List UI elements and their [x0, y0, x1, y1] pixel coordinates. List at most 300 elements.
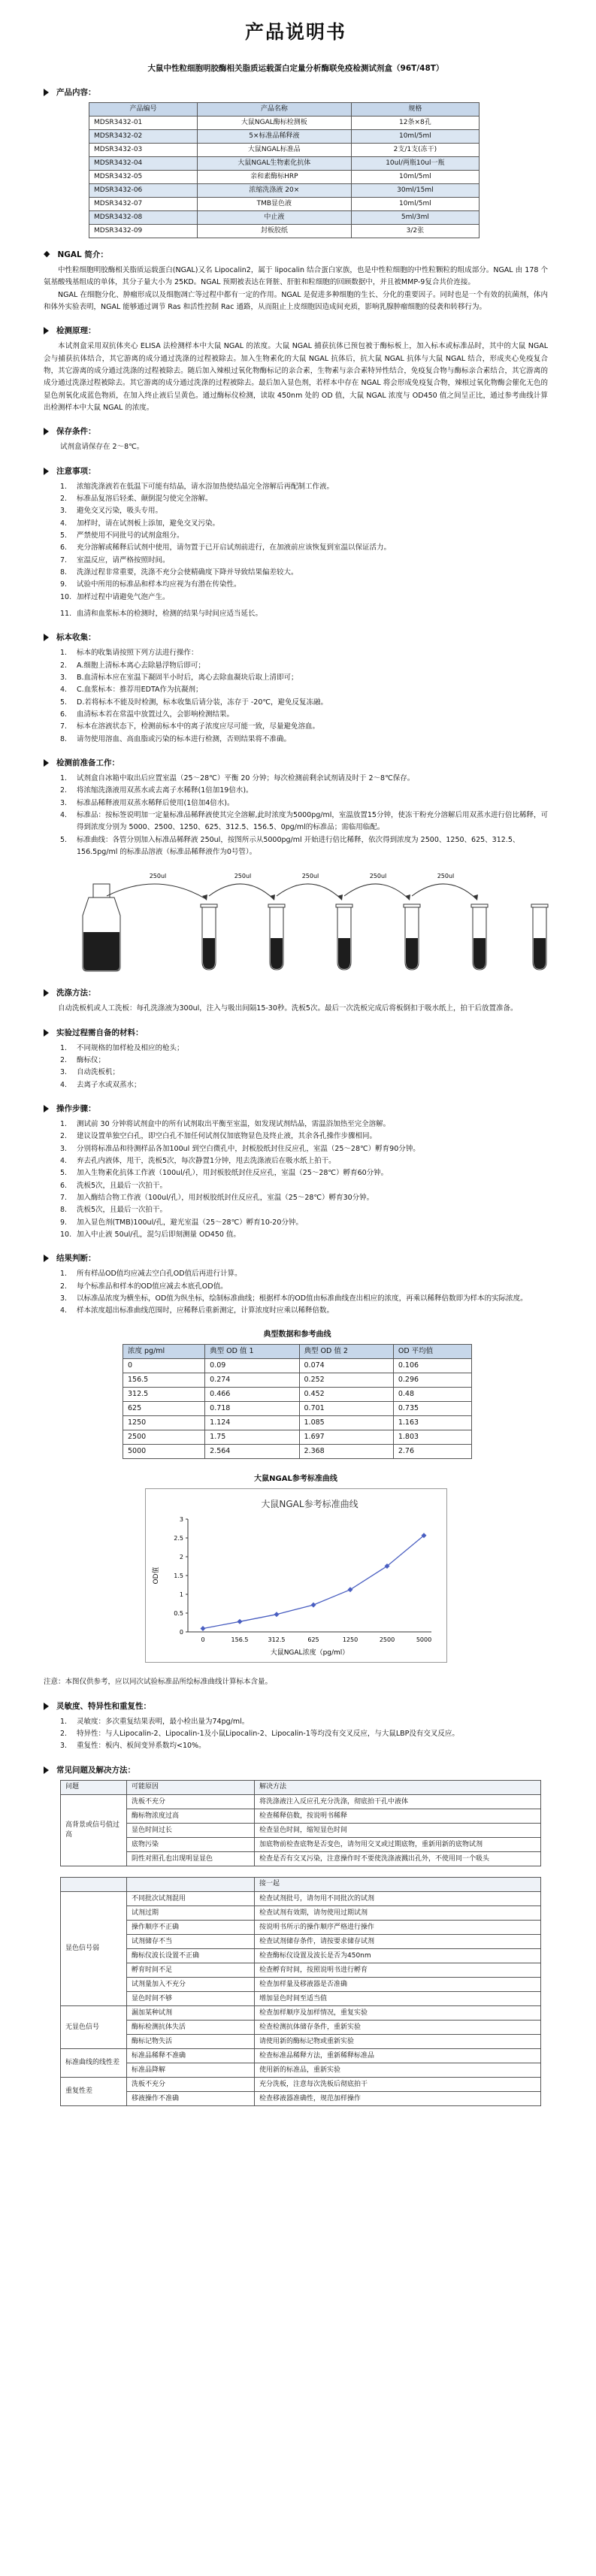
table-row: [89, 184, 480, 198]
x-tick-label: 1250: [342, 1636, 358, 1644]
table-cell: MDSR3432-02: [89, 130, 198, 144]
table-row: [61, 1977, 541, 1991]
table-cell: 孵育时间不足: [127, 1963, 255, 1977]
table-cell: 检查显色时间，缩短显色时间: [255, 1823, 541, 1837]
intro-paragraph-2: NGAL 在细胞分化、肿瘤形成以及细胞凋亡等过程中都有一定的作用。NGAL 是促进多种细胞的生长、分化的重要因子。同时也是一个有效的抗菌剂，体内和体外实验表明，NGAL 能够通过调节 Ras 和活性控制 Rac 通路，从而阻止上皮细胞因造成间充质，影响乳腺肿瘤细胞的侵袭和转移行为。: [44, 290, 548, 311]
table-cell: 625: [123, 1401, 205, 1415]
list-number: 8.: [60, 734, 68, 743]
list-item: [60, 834, 548, 859]
table-row: [123, 1387, 472, 1401]
list-number: 3.: [60, 1068, 68, 1077]
table-cell: MDSR3432-01: [89, 117, 198, 130]
list-number: 3.: [60, 798, 68, 807]
list-number: 7.: [60, 722, 68, 731]
tube-rim: [201, 904, 217, 907]
list-text: 分别将标准品和待测样品各加100ul 到空白微孔中，封板胶纸封住反应孔，室温（25～28℃）孵育90分钟。: [77, 1144, 420, 1153]
list-text: 加入显色剂(TMB)100ul/孔，避光室温（25～28℃）孵育10-20分钟。: [77, 1218, 303, 1227]
list-number: 4.: [60, 811, 68, 820]
list-text: C.血浆标本：推荐用EDTA作为抗凝剂；: [77, 686, 203, 695]
table-cell: 标准品降解: [127, 2063, 255, 2077]
table-cell: 5×标准品稀释液: [197, 130, 351, 144]
list-item: [60, 555, 548, 567]
list-text: 将浓缩洗涤液用双蒸水或去离子水稀释(1倍加19倍水)。: [77, 786, 253, 795]
table-cell: MDSR3432-09: [89, 225, 198, 238]
notes-heading: 注意事项：: [44, 465, 548, 478]
list-item: [60, 1131, 548, 1143]
list-number: 2.: [60, 786, 68, 795]
tube-liquid: [338, 938, 350, 969]
list-item: [60, 481, 548, 493]
table-row: [61, 1823, 541, 1837]
data-point: [310, 1603, 316, 1608]
table-cell: 洗板不充分: [127, 1794, 255, 1809]
table-row: [123, 1373, 472, 1387]
table-cell: MDSR3432-08: [89, 211, 198, 225]
list-item: [60, 1268, 548, 1280]
list-item: [60, 721, 548, 733]
table-row: [89, 225, 480, 238]
stock-bottle: [83, 884, 120, 971]
list-number: 3.: [60, 674, 68, 683]
table-row: [61, 2005, 541, 2020]
list-item: [60, 1305, 548, 1317]
table-cell: 5000: [123, 1444, 205, 1458]
sensitivity-list: [44, 1716, 548, 1753]
list-number: 4.: [60, 519, 68, 528]
table-row: [123, 1415, 472, 1430]
table-cell: 加底物前检查底物是否变色，请勿用交叉或过期底物，重新用新的底物试剂: [255, 1837, 541, 1851]
list-item: [60, 773, 548, 785]
list-number: 2.: [60, 661, 68, 670]
table-cell: 酶标记物失活: [127, 2034, 255, 2048]
list-text: 请勿使用溶血、高血脂或污染的标本进行检测，否则结果将不准确。: [77, 734, 292, 743]
troubleshoot-table-2: [60, 1877, 541, 2106]
x-tick-label: 156.5: [231, 1636, 248, 1644]
sensitivity-heading: 灵敏度、特异性和重复性：: [44, 1700, 548, 1713]
list-item: [60, 1217, 548, 1229]
series-line: [203, 1536, 424, 1629]
table-header: 产品编号: [89, 103, 198, 117]
y-tick-label: 1.5: [173, 1573, 183, 1580]
x-tick-label: 625: [307, 1636, 319, 1644]
table-cell: 大鼠NGAL酶标检测板: [197, 117, 351, 130]
table-cell: 2500: [123, 1430, 205, 1444]
list-number: 1.: [60, 1120, 68, 1129]
standard-table-caption: 典型数据和参考曲线: [263, 1330, 331, 1339]
contents-heading: 产品内容：: [44, 86, 548, 99]
chart-note: 注意：本图仅供参考，应以同次试验标准品所绘标准曲线计算标本含量。: [44, 1678, 273, 1687]
transfer-volume-label: 250ul: [301, 873, 319, 880]
table-cell: 12条×8孔: [351, 117, 479, 130]
list-text: 严禁使用不同批号的试剂盒组分。: [77, 531, 184, 540]
notes-list: [44, 481, 548, 604]
table-cell: 移液操作不准确: [127, 2091, 255, 2105]
list-text: 标准品稀释液用双蒸水稀释后使用(1倍加4倍水)。: [77, 798, 234, 807]
list-item: [60, 1293, 548, 1305]
list-number: 2.: [60, 1132, 68, 1141]
list-number: 1.: [60, 649, 68, 658]
list-number: 1.: [60, 1270, 68, 1279]
problem-cell: 显色信号弱: [61, 1891, 127, 2005]
data-point: [200, 1626, 205, 1631]
list-number: 4.: [60, 686, 68, 695]
list-item: [60, 697, 548, 709]
table-cell: 中止液: [197, 211, 351, 225]
table-cell: 0.48: [393, 1387, 471, 1401]
samples-heading: 标本收集：: [44, 631, 548, 644]
table-cell: TMB显色液: [197, 198, 351, 211]
tube-liquid: [271, 938, 283, 969]
table-cell: 不同批次试剂混用: [127, 1891, 255, 1906]
list-item: [60, 542, 548, 554]
table-row: [61, 2020, 541, 2034]
list-text: 每个标准品和样本的OD值应减去本底孔OD值。: [77, 1282, 228, 1291]
list-text: 特异性：与人Lipocalin-2、Lipocalin-1及小鼠Lipocalin-2、Lipocalin-1等均没有交叉反应，与大鼠LBP没有交叉反应。: [77, 1729, 459, 1738]
table-cell: 操作顺序不正确: [127, 1920, 255, 1934]
table-cell: 酶标物浓度过高: [127, 1809, 255, 1823]
table-row: [89, 171, 480, 184]
table-row: [61, 1991, 541, 2005]
list-item: [60, 684, 548, 696]
list-text: 洗板5次，且最后一次拍干。: [77, 1206, 168, 1215]
list-item: [60, 1167, 548, 1179]
tube-rim: [531, 904, 548, 907]
table-cell: 增加显色时间至适当值: [255, 1991, 541, 2005]
table-row: [61, 2077, 541, 2091]
reagents-list: [44, 1043, 548, 1091]
wash-heading: 洗涤方法：: [44, 986, 548, 1000]
chart-title: 大鼠NGAL参考标准曲线: [254, 1474, 337, 1483]
list-item: [60, 1728, 548, 1740]
troubleshoot-table-2-header: 接一起: [255, 1877, 541, 1891]
list-number: 4.: [60, 1157, 68, 1166]
table-row: [89, 117, 480, 130]
table-row: [61, 2063, 541, 2077]
table-row: [61, 2091, 541, 2105]
reagents-heading: 实验过程需自备的材料：: [44, 1026, 548, 1040]
list-item: [60, 1192, 548, 1204]
list-number: 3.: [60, 1294, 68, 1303]
list-number: 1.: [60, 1717, 68, 1726]
list-text: 重复性：板内、板间变异系数均<10%。: [77, 1742, 206, 1751]
arrow-icon: [44, 989, 49, 997]
table-cell: 酶标检测抗体失活: [127, 2020, 255, 2034]
list-item: [60, 1180, 548, 1192]
x-tick-label: 312.5: [268, 1636, 285, 1644]
list-item: [60, 672, 548, 684]
standard-data-table: [123, 1328, 472, 1459]
table-cell: 检查试剂储存条件，请按要求储存试剂: [255, 1934, 541, 1948]
tube-liquid: [406, 938, 418, 969]
list-number: 8.: [60, 1206, 68, 1215]
table-cell: 0.09: [205, 1358, 299, 1373]
y-tick-label: 2.5: [173, 1535, 183, 1542]
table-row: [123, 1358, 472, 1373]
list-item: [60, 798, 548, 810]
data-point: [237, 1619, 242, 1624]
doc-title: 产品说明书: [244, 21, 346, 43]
table-cell: 2支/1支(冻干): [351, 144, 479, 157]
table-header: 可能原因: [127, 1780, 255, 1794]
list-text: 加样时，请在试剂板上添加，避免交叉污染。: [77, 519, 220, 528]
list-number: 5.: [60, 531, 68, 540]
table-cell: 0: [123, 1358, 205, 1373]
arrow-icon: [44, 759, 49, 767]
table-cell: 检查是否有交叉污染，注意操作时不要使洗涤液溅出孔外，不使用同一个吸头: [255, 1851, 541, 1866]
list-number: 4.: [60, 1080, 68, 1089]
results-heading: 结果判断：: [44, 1252, 548, 1265]
table-cell: 3/2张: [351, 225, 479, 238]
list-text: 建议设置单独空白孔，即空白孔不加任何试剂仅加底物显色及终止液，其余各孔操作步骤相同。: [77, 1132, 377, 1141]
table-cell: MDSR3432-05: [89, 171, 198, 184]
table-cell: 10ml/5ml: [351, 130, 479, 144]
table-cell: 0.296: [393, 1373, 471, 1387]
x-axis-label: 大鼠NGAL浓度（pg/ml）: [270, 1649, 349, 1657]
list-item: [60, 505, 548, 517]
arrow-icon: [44, 1766, 49, 1774]
arrow-icon: [44, 1105, 49, 1112]
list-text: 不同规格的加样枪及相应的枪头；: [77, 1043, 184, 1052]
list-item: [60, 810, 548, 834]
table-cell: 1.085: [299, 1415, 393, 1430]
transfer-arrow: [209, 884, 274, 899]
table-cell: 0.718: [205, 1401, 299, 1415]
list-text: 标准品复溶后轻柔、颠倒混匀使完全溶解。: [77, 495, 213, 504]
list-number: 3.: [60, 1144, 68, 1153]
table-cell: 10ml/5ml: [351, 198, 479, 211]
list-text: 标本在溶液状态下，检测前标本中的离子浓度应尽可能一致，尽量避免溶血。: [77, 722, 320, 731]
list-number: 1.: [60, 1043, 68, 1052]
table-cell: MDSR3432-04: [89, 157, 198, 171]
list-text: B.血清标本应在室温下凝固半小时后，离心去除血凝块后取上清即可；: [77, 674, 298, 683]
table-cell: 0.252: [299, 1373, 393, 1387]
list-item: [60, 579, 548, 591]
arrow-head: [270, 894, 275, 901]
transfer-arrow: [412, 884, 476, 899]
list-item: [60, 1055, 548, 1067]
list-text: 试剂盒自冰箱中取出后应置室温（25～28℃）平衡 20 分钟；每次检测前剩余试剂请及时于 2～8℃保存。: [77, 774, 415, 783]
list-text: 试验中所用的标准品和样本均应视为有潜在传染性。: [77, 580, 241, 589]
list-text: 加入生物素化抗体工作液（100ul/孔），用封板胶纸封住反应孔，室温（25～28℃）孵育60分钟。: [77, 1169, 389, 1178]
list-item: [60, 1229, 548, 1241]
list-item: [60, 1043, 548, 1055]
chart-inner-title: 大鼠NGAL参考标准曲线: [260, 1499, 359, 1510]
results-list: [44, 1268, 548, 1317]
table-cell: 检查检测抗体储存条件，重新实验: [255, 2020, 541, 2034]
list-item: [60, 1204, 548, 1216]
list-number: 2.: [60, 1056, 68, 1065]
contents-table: [89, 102, 480, 238]
arrow-icon: [44, 1255, 49, 1262]
table-cell: 检查标准品稀释方法，重新稀释标准品: [255, 2048, 541, 2063]
table-cell: 1.803: [393, 1430, 471, 1444]
list-text: 室温反应，请严格按照时间。: [77, 555, 170, 565]
transfer-arrow: [344, 884, 409, 899]
table-cell: 1.697: [299, 1430, 393, 1444]
y-tick-label: 2: [179, 1554, 183, 1561]
list-number: 5.: [60, 698, 68, 707]
notes-item-11: 11. 血清和血浆标本的检测时，检测的结果与时间应适当延长。: [60, 610, 263, 619]
list-item: [60, 518, 548, 530]
list-number: 10.: [60, 592, 72, 601]
problem-cell: 标准曲线的线性差: [61, 2048, 127, 2077]
tube-liquid: [534, 938, 546, 969]
list-number: 3.: [60, 1742, 68, 1751]
list-item: [60, 1079, 548, 1091]
table-cell: 1.75: [205, 1430, 299, 1444]
table-cell: 2.368: [299, 1444, 393, 1458]
table-cell: 10ml/5ml: [351, 171, 479, 184]
table-row: [89, 144, 480, 157]
list-number: 3.: [60, 507, 68, 516]
table-cell: 30ml/15ml: [351, 184, 479, 198]
list-number: 10.: [60, 1230, 72, 1240]
table-cell: 检查试剂有效期，请勿使用过期试剂: [255, 1906, 541, 1920]
table-cell: 使用新的标准品，重新实验: [255, 2063, 541, 2077]
table-header: 产品名称: [197, 103, 351, 117]
table-cell: 2.76: [393, 1444, 471, 1458]
table-cell: 浓缩洗涤液 20×: [197, 184, 351, 198]
table-cell: 检查加样量及移液器是否准确: [255, 1977, 541, 1991]
intro-heading: ◆ NGAL 简介：: [44, 247, 548, 262]
table-row: [89, 198, 480, 211]
table-cell: 312.5: [123, 1387, 205, 1401]
table-cell: 检查移液器准确性，规范加样操作: [255, 2091, 541, 2105]
table-cell: 检查孵育时间，按照说明书进行孵育: [255, 1963, 541, 1977]
y-axis-label: OD值: [152, 1566, 160, 1585]
table-row: [61, 1837, 541, 1851]
list-text: 标本的收集请按照下列方法进行操作：: [77, 649, 198, 658]
table-cell: 0.074: [299, 1358, 393, 1373]
list-text: 灵敏度：多次重复结果表明，最小检出量为74pg/ml。: [77, 1717, 250, 1726]
arrow-icon: [44, 634, 49, 641]
list-item: [60, 1281, 548, 1293]
list-number: 6.: [60, 543, 68, 552]
table-row: [123, 1444, 472, 1458]
table-cell: 1.163: [393, 1415, 471, 1430]
list-text: 避免交叉污染，吸头专用。: [77, 507, 163, 516]
table-header: 典型 OD 值 2: [299, 1344, 393, 1358]
table-cell: 试剂储存不当: [127, 1934, 255, 1948]
table-cell: MDSR3432-03: [89, 144, 198, 157]
table-cell: 显色时间过长: [127, 1823, 255, 1837]
list-text: 去离子水或双蒸水；: [77, 1080, 141, 1089]
table-cell: 酶标仪波长设置不正确: [127, 1948, 255, 1963]
list-number: 1.: [60, 482, 68, 491]
table-row: [61, 1948, 541, 1963]
list-item: [60, 709, 548, 721]
table-row: [61, 1809, 541, 1823]
problem-cell: 重复性差: [61, 2077, 127, 2105]
table-cell: 请使用新的酶标记物或重新实验: [255, 2034, 541, 2048]
arrow-icon: [44, 89, 49, 96]
wash-text: 自动洗板机或人工洗板：每孔洗涤液为300ul，注入与吸出间隔15-30秒。洗板5次。最后一次洗板完成后将板倒扣于吸水纸上，拍干后放置准备。: [58, 1004, 518, 1013]
transfer-volume-label: 250ul: [369, 873, 387, 880]
table-cell: 1250: [123, 1415, 205, 1430]
table-cell: 大鼠NGAL生物素化抗体: [197, 157, 351, 171]
list-text: 所有样品OD值均应减去空白孔OD值后再进行计算。: [77, 1270, 242, 1279]
table-cell: 0.106: [393, 1358, 471, 1373]
table-row: [89, 211, 480, 225]
list-text: 以标准品浓度为横坐标，OD值为纵坐标，绘制标准曲线；根据样本的OD值由标准曲线查出相应的浓度，再乘以稀释倍数即为样本的实际浓度。: [77, 1294, 528, 1303]
table-header: 典型 OD 值 1: [205, 1344, 299, 1358]
list-number: 7.: [60, 555, 68, 565]
table-cell: 充分洗板，注意每次洗板后彻底拍干: [255, 2077, 541, 2091]
table-cell: 0.466: [205, 1387, 299, 1401]
prep-heading: 检测前准备工作：: [44, 756, 548, 770]
list-item: [60, 785, 548, 797]
table-header: 浓度 pg/ml: [123, 1344, 205, 1358]
problem-cell: 无显色信号: [61, 2005, 127, 2048]
table-cell: 检查加样顺序及加样情况，重复实验: [255, 2005, 541, 2020]
list-number: 9.: [60, 1218, 68, 1227]
y-tick-label: 0.5: [173, 1610, 183, 1618]
table-cell: MDSR3432-07: [89, 198, 198, 211]
table-cell: 0.701: [299, 1401, 393, 1415]
table-cell: 0.452: [299, 1387, 393, 1401]
y-tick-label: 3: [179, 1516, 183, 1524]
list-text: 充分溶解或稀释后试剂中使用，请勿置于已开启试剂前进行，在加液前应该恢复到室温以保证活力。: [77, 543, 392, 552]
doc-subtitle: 大鼠中性粒细胞明胶酶相关脂质运载蛋白定量分析酶联免疫检测试剂盒（96T/48T）: [147, 64, 444, 73]
table-row: [61, 1851, 541, 1866]
table-row: [61, 1920, 541, 1934]
table-cell: 0.274: [205, 1373, 299, 1387]
list-text: 洗板5次，且最后一次拍干。: [77, 1181, 168, 1190]
data-point: [347, 1587, 352, 1592]
list-text: 血清标本若在常温中放置过久，会影响检测结果。: [77, 710, 234, 719]
transfer-volume-label: 250ul: [234, 873, 252, 880]
list-item: [60, 734, 548, 746]
table-cell: 试剂量加入不充分: [127, 1977, 255, 1991]
list-number: 5.: [60, 835, 68, 844]
table-cell: 洗板不充分: [127, 2077, 255, 2091]
problem-cell: 高背景或信号值过高: [61, 1794, 127, 1866]
list-item: [60, 1740, 548, 1752]
tube-rim: [336, 904, 352, 907]
steps-list: [44, 1118, 548, 1241]
y-tick-label: 0: [179, 1629, 183, 1636]
table-cell: 156.5: [123, 1373, 205, 1387]
bullet-icon: ◆: [44, 249, 50, 259]
table-cell: 底物污染: [127, 1837, 255, 1851]
principle-paragraph: 本试剂盒采用双抗体夹心 ELISA 法检测样本中大鼠 NGAL 的浓度。大鼠 NGAL 捕获抗体已预包被于酶标板上，加入标本或标准品时，其中的大鼠 NGAL 会与捕获抗体结合，其它游离的成分通过洗涤的过程被除去。加入生物素化的大鼠 NGAL 抗体后，抗大鼠 NGAL 抗体与大鼠 NGAL 结合，形成夹心免疫复合物，其它游离的成分通过洗涤的过程被除去。随后加入辣根过氧化物酶标记的亲合素，生物素与亲合素特异性结合，免疫复合物与酶标亲合素结合，其它游离的成分通过洗涤过程被除去。其它游离的成分通过洗涤的过程被除去。最后加入显色剂，若样本中存在 NGAL 将会形成免疫复合物，辣根过氧化物酶会催化无色的显色剂氧化成蓝色物质，在加入终止液后呈黄色。通过酶标仪检测，读取 450nm 处的 OD 值，大鼠 NGAL 浓度与 OD450 值之间呈正比，通过参考曲线计算出检测样本中大鼠 NGAL 的浓度。: [44, 342, 548, 412]
prep-list: [44, 773, 548, 858]
list-text: A.细胞上清标本离心去除悬浮物后即可；: [77, 661, 205, 670]
list-text: 测试前 30 分钟将试剂盒中的所有试剂取出平衡至室温，如发现试剂结晶，需温浴加热至完全溶解。: [77, 1120, 391, 1129]
list-text: 酶标仪；: [77, 1056, 106, 1065]
storage-text: 试剂盒请保存在 2～8℃。: [60, 443, 144, 452]
transfer-volume-label: 250ul: [437, 873, 455, 880]
table-cell: 封板胶纸: [197, 225, 351, 238]
arrow-icon: [44, 1029, 49, 1037]
list-item: [60, 493, 548, 505]
list-text: 加入酶结合物工作液（100ul/孔），用封板胶纸封住反应孔，室温（25～28℃）孵育30分钟。: [77, 1194, 374, 1203]
table-header: OD 平均值: [393, 1344, 471, 1358]
x-tick-label: 0: [200, 1636, 205, 1644]
list-text: 自动洗板机；: [77, 1068, 120, 1077]
list-number: 2.: [60, 1729, 68, 1738]
table-row: [123, 1430, 472, 1444]
list-text: D.若将标本不能及时检测，标本收集后请分装，冻存于 -20℃，避免反复冻融。: [77, 698, 328, 707]
y-tick-label: 1: [179, 1591, 183, 1599]
list-item: [60, 647, 548, 659]
table-cell: 5ml/3ml: [351, 211, 479, 225]
list-item: [60, 1716, 548, 1728]
storage-heading: 保存条件：: [44, 425, 548, 438]
table-cell: 10ul/两瓶10ul一瓶: [351, 157, 479, 171]
table-cell: 1.124: [205, 1415, 299, 1430]
intro-paragraph-1: 中性粒细胞明胶酶相关脂质运载蛋白(NGAL)又名 Lipocalin2，属于 lipocalin 结合蛋白家族，也是中性粒细胞的中性粒颗粒的组成部分。NGAL 由 178 个氨基酸残基组成的单体，其分子量大小为 25KD。NGAL 预期被表达在肾脏、肝脏和粒细胞的回顾数据中，并且被MMP-9复合共价连接。: [44, 266, 548, 287]
